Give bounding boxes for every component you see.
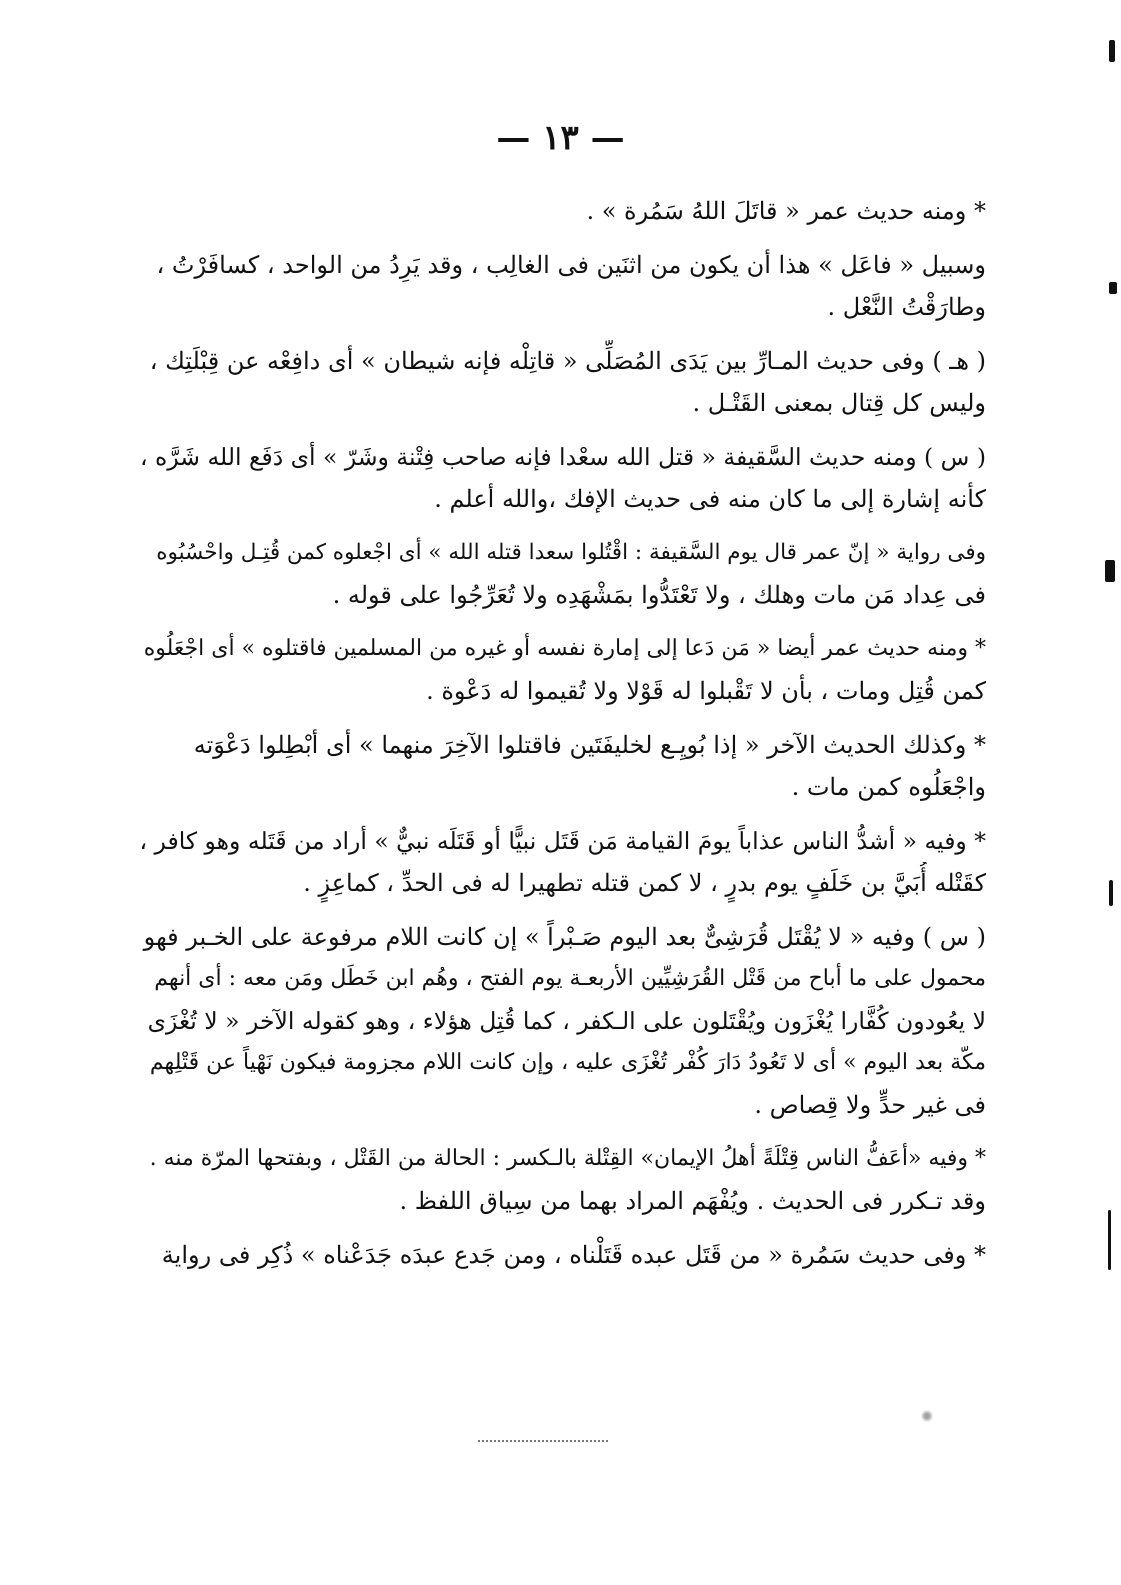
text-line: لا يعُودون كُفَّارا يُغْزَون ويُقْتَلون على الـكفر ، كما قُتِل هؤلاء ، وهو كقوله الآخر « لا تُغْزَى <box>147 1007 986 1035</box>
margin-mark <box>1109 282 1117 294</box>
text-line: ( س ) وفيه « لا يُقْتَل قُرَشِىٌّ بعد اليوم صَـبْراً » إن كانت اللام مرفوعة على الخـبر فهو <box>143 923 986 951</box>
margin-mark <box>1109 40 1115 62</box>
text-line: فى غير حدٍّ ولا قِصاص . <box>754 1091 986 1119</box>
text-line: وطارَقْتُ النَّعْل . <box>827 293 986 321</box>
text-line: مكّة بعد اليوم » أى لا تَعُودُ دَارَ كُفْر تُغْزَى عليه ، وإن كانت اللام مجزومة فيكون نَهْياً عن قَتْلِهم <box>149 1050 986 1075</box>
text-line: وسبيل « فاعَل » هذا أن يكون من اثنَين فى الغالِب ، وقد يَرِدُ من الواحد ، كسافَرْتُ ، <box>156 251 986 279</box>
text-line: * وكذلك الحديث الآخر « إذا بُويِـع لخليفَتَين فاقتلوا الآخِرَ منهما » أى أبْطِلوا دَعْوَته <box>193 731 986 759</box>
text-line: * وفيه «أعَفُّ الناس قِتْلَةً أهلُ الإيمان» القِتْلة بالـكسر : الحالة من القَتْل ، وبفتحها المرّة منه . <box>149 1146 986 1171</box>
text-line: * وفى حديث سَمُرة « من قَتَل عبده قَتَلْناه ، ومن جَدع عبدَه جَدَعْناه » ذُكِر فى رواية <box>161 1241 986 1269</box>
margin-mark <box>1108 1210 1111 1270</box>
text-line: ( س ) ومنه حديث السَّقيفة « قتل الله سعْدا فإنه صاحب فِتْنة وشَرّ » أى دَفَع الله شَرَّه ، <box>139 443 986 471</box>
page-number: — ١٣ — <box>496 118 625 158</box>
text-line: ( هـ ) وفى حديث المـارِّ بين يَدَى المُصَلِّى « قاتِلْه فإنه شيطان » أى دافِعْه عن قِبْلَتِك ، <box>149 347 986 375</box>
text-line: * وفيه « أشدُّ الناس عذاباً يومَ القيامة مَن قَتَل نبيًّا أو قَتَلَه نبيٌّ » أراد من قَتَله وهو كافر ، <box>139 827 986 855</box>
margin-mark <box>1105 560 1115 582</box>
text-line: كقَتْله أُبَيَّ بن خَلَفٍ يوم بدرٍ ، لا كمن قتله تطهيرا له فى الحدِّ ، كماعِزٍ . <box>303 869 986 897</box>
text-line: محمول على ما أباح من قَتْل القُرَشِيِّين الأربعـة يوم الفتح ، وهُم ابن خَطَل ومَن معه : أى أنهم <box>154 966 986 991</box>
scan-speck <box>920 1408 934 1424</box>
text-line: كمن قُتِل ومات ، بأن لا تَقْبلوا له قَوْلا ولا تُقيموا له دَعْوة . <box>426 677 986 705</box>
body-text <box>138 190 986 1276</box>
text-line: كأنه إشارة إلى ما كان منه فى حديث الإفك ،والله أعلم . <box>434 485 986 513</box>
bottom-divider <box>478 1440 608 1442</box>
text-line: فى عِداد مَن مات وهلك ، ولا تَعْتَدُّوا بمَشْهَدِه ولا تُعَرِّجُوا على قوله . <box>332 581 986 609</box>
text-line: * ومنه حديث عمر أيضا « مَن دَعا إلى إمارة نفسه أو غيره من المسلمين فاقتلوه » أى اجْعَلُوه <box>143 636 986 661</box>
text-line: وقد تـكرر فى الحديث . ويُفْهَم المراد بهما من سِياق اللفظ . <box>399 1187 986 1215</box>
text-line: * ومنه حديث عمر « قاتَلَ اللهُ سَمُرة » . <box>586 197 986 225</box>
margin-mark <box>1109 880 1113 906</box>
text-line: واجْعَلُوه كمن مات . <box>791 773 986 801</box>
text-line: وفى رواية « إنّ عمر قال يوم السَّقيفة : اقْتُلوا سعدا قتله الله » أى اجْعلوه كمن قُتِـل واحْسُبُوه <box>156 540 986 565</box>
text-line: وليس كل قِتال بمعنى القَتْـل . <box>692 389 986 417</box>
